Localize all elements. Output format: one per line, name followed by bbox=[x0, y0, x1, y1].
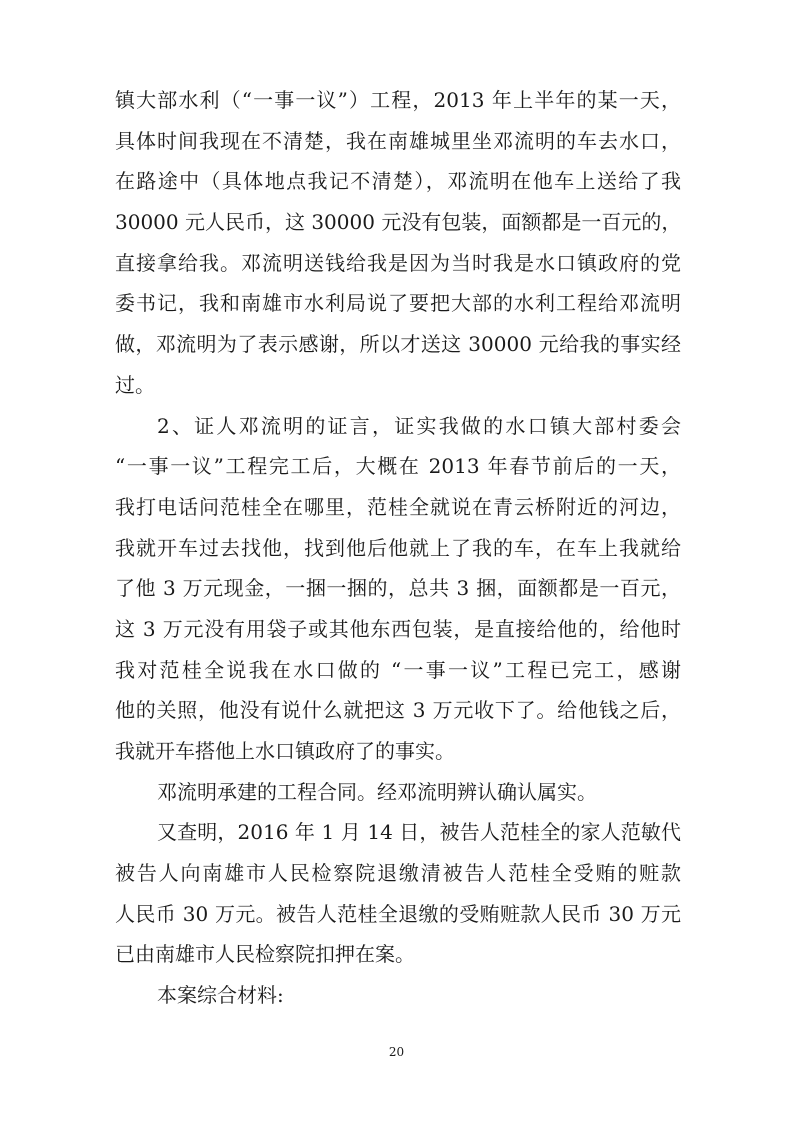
text-line: 2、证人邓流明的证言，证实我做的水口镇大部村委会 bbox=[157, 413, 681, 438]
text-line: 了他 3 万元现金，一捆一捆的，总共 3 捆，面额都是一百元， bbox=[115, 576, 681, 601]
paragraph-2 bbox=[115, 406, 681, 772]
text-line: 具体时间我现在不清楚，我在南雄城里坐邓流明的车去水口， bbox=[115, 128, 681, 153]
text-line: 已由南雄市人民检察院扣押在案。 bbox=[115, 942, 415, 967]
text-line: 委书记，我和南雄市水利局说了要把大部的水利工程给邓流明 bbox=[115, 291, 681, 316]
text-line: 过。 bbox=[115, 372, 155, 397]
text-line: 这 3 万元没有用袋子或其他东西包装，是直接给他的，给他时 bbox=[115, 616, 681, 641]
page-number: 20 bbox=[388, 1045, 405, 1059]
text-line: 镇大部水利（“一事一议”）工程，2013 年上半年的某一天， bbox=[115, 88, 681, 112]
text-line: 我就开车搭他上水口镇政府了的事实。 bbox=[115, 739, 455, 763]
text-line: 邓流明承建的工程合同。经邓流明辨认确认属实。 bbox=[157, 779, 597, 804]
text-line: 人民币 30 万元。被告人范桂全退缴的受贿赃款人民币 30 万元 bbox=[115, 901, 681, 926]
text-line: 我打电话问范桂全在哪里，范桂全就说在青云桥附近的河边， bbox=[115, 494, 681, 519]
paragraph-4 bbox=[115, 812, 681, 975]
text-line: 30000 元人民币，这 30000 元没有包装，面额都是一百元的， bbox=[115, 210, 681, 235]
text-line: 本案综合材料: bbox=[157, 983, 284, 1008]
paragraph-1 bbox=[115, 80, 681, 406]
text-line: 他的关照，他没有说什么就把这 3 万元收下了。给他钱之后， bbox=[115, 698, 681, 723]
text-line: 在路途中（具体地点我记不清楚），邓流明在他车上送给了我 bbox=[115, 169, 681, 194]
paragraph-5 bbox=[115, 975, 681, 1016]
text-line: 我就开车过去找他，找到他后他就上了我的车，在车上我就给 bbox=[115, 535, 681, 560]
text-line: 我对范桂全说我在水口做的 “一事一议”工程已完工，感谢 bbox=[115, 657, 681, 682]
text-line: 被告人向南雄市人民检察院退缴清被告人范桂全受贿的赃款 bbox=[115, 861, 681, 886]
text-line: 直接拿给我。邓流明送钱给我是因为当时我是水口镇政府的党 bbox=[115, 250, 681, 275]
document-body bbox=[115, 80, 681, 1016]
text-line: 做，邓流明为了表示感谢，所以才送这 30000 元给我的事实经 bbox=[115, 332, 681, 357]
text-line: 又查明，2016 年 1 月 14 日，被告人范桂全的家人范敏代 bbox=[157, 820, 681, 845]
paragraph-3 bbox=[115, 772, 681, 813]
text-line: “一事一议”工程完工后，大概在 2013 年春节前后的一天， bbox=[115, 454, 681, 479]
